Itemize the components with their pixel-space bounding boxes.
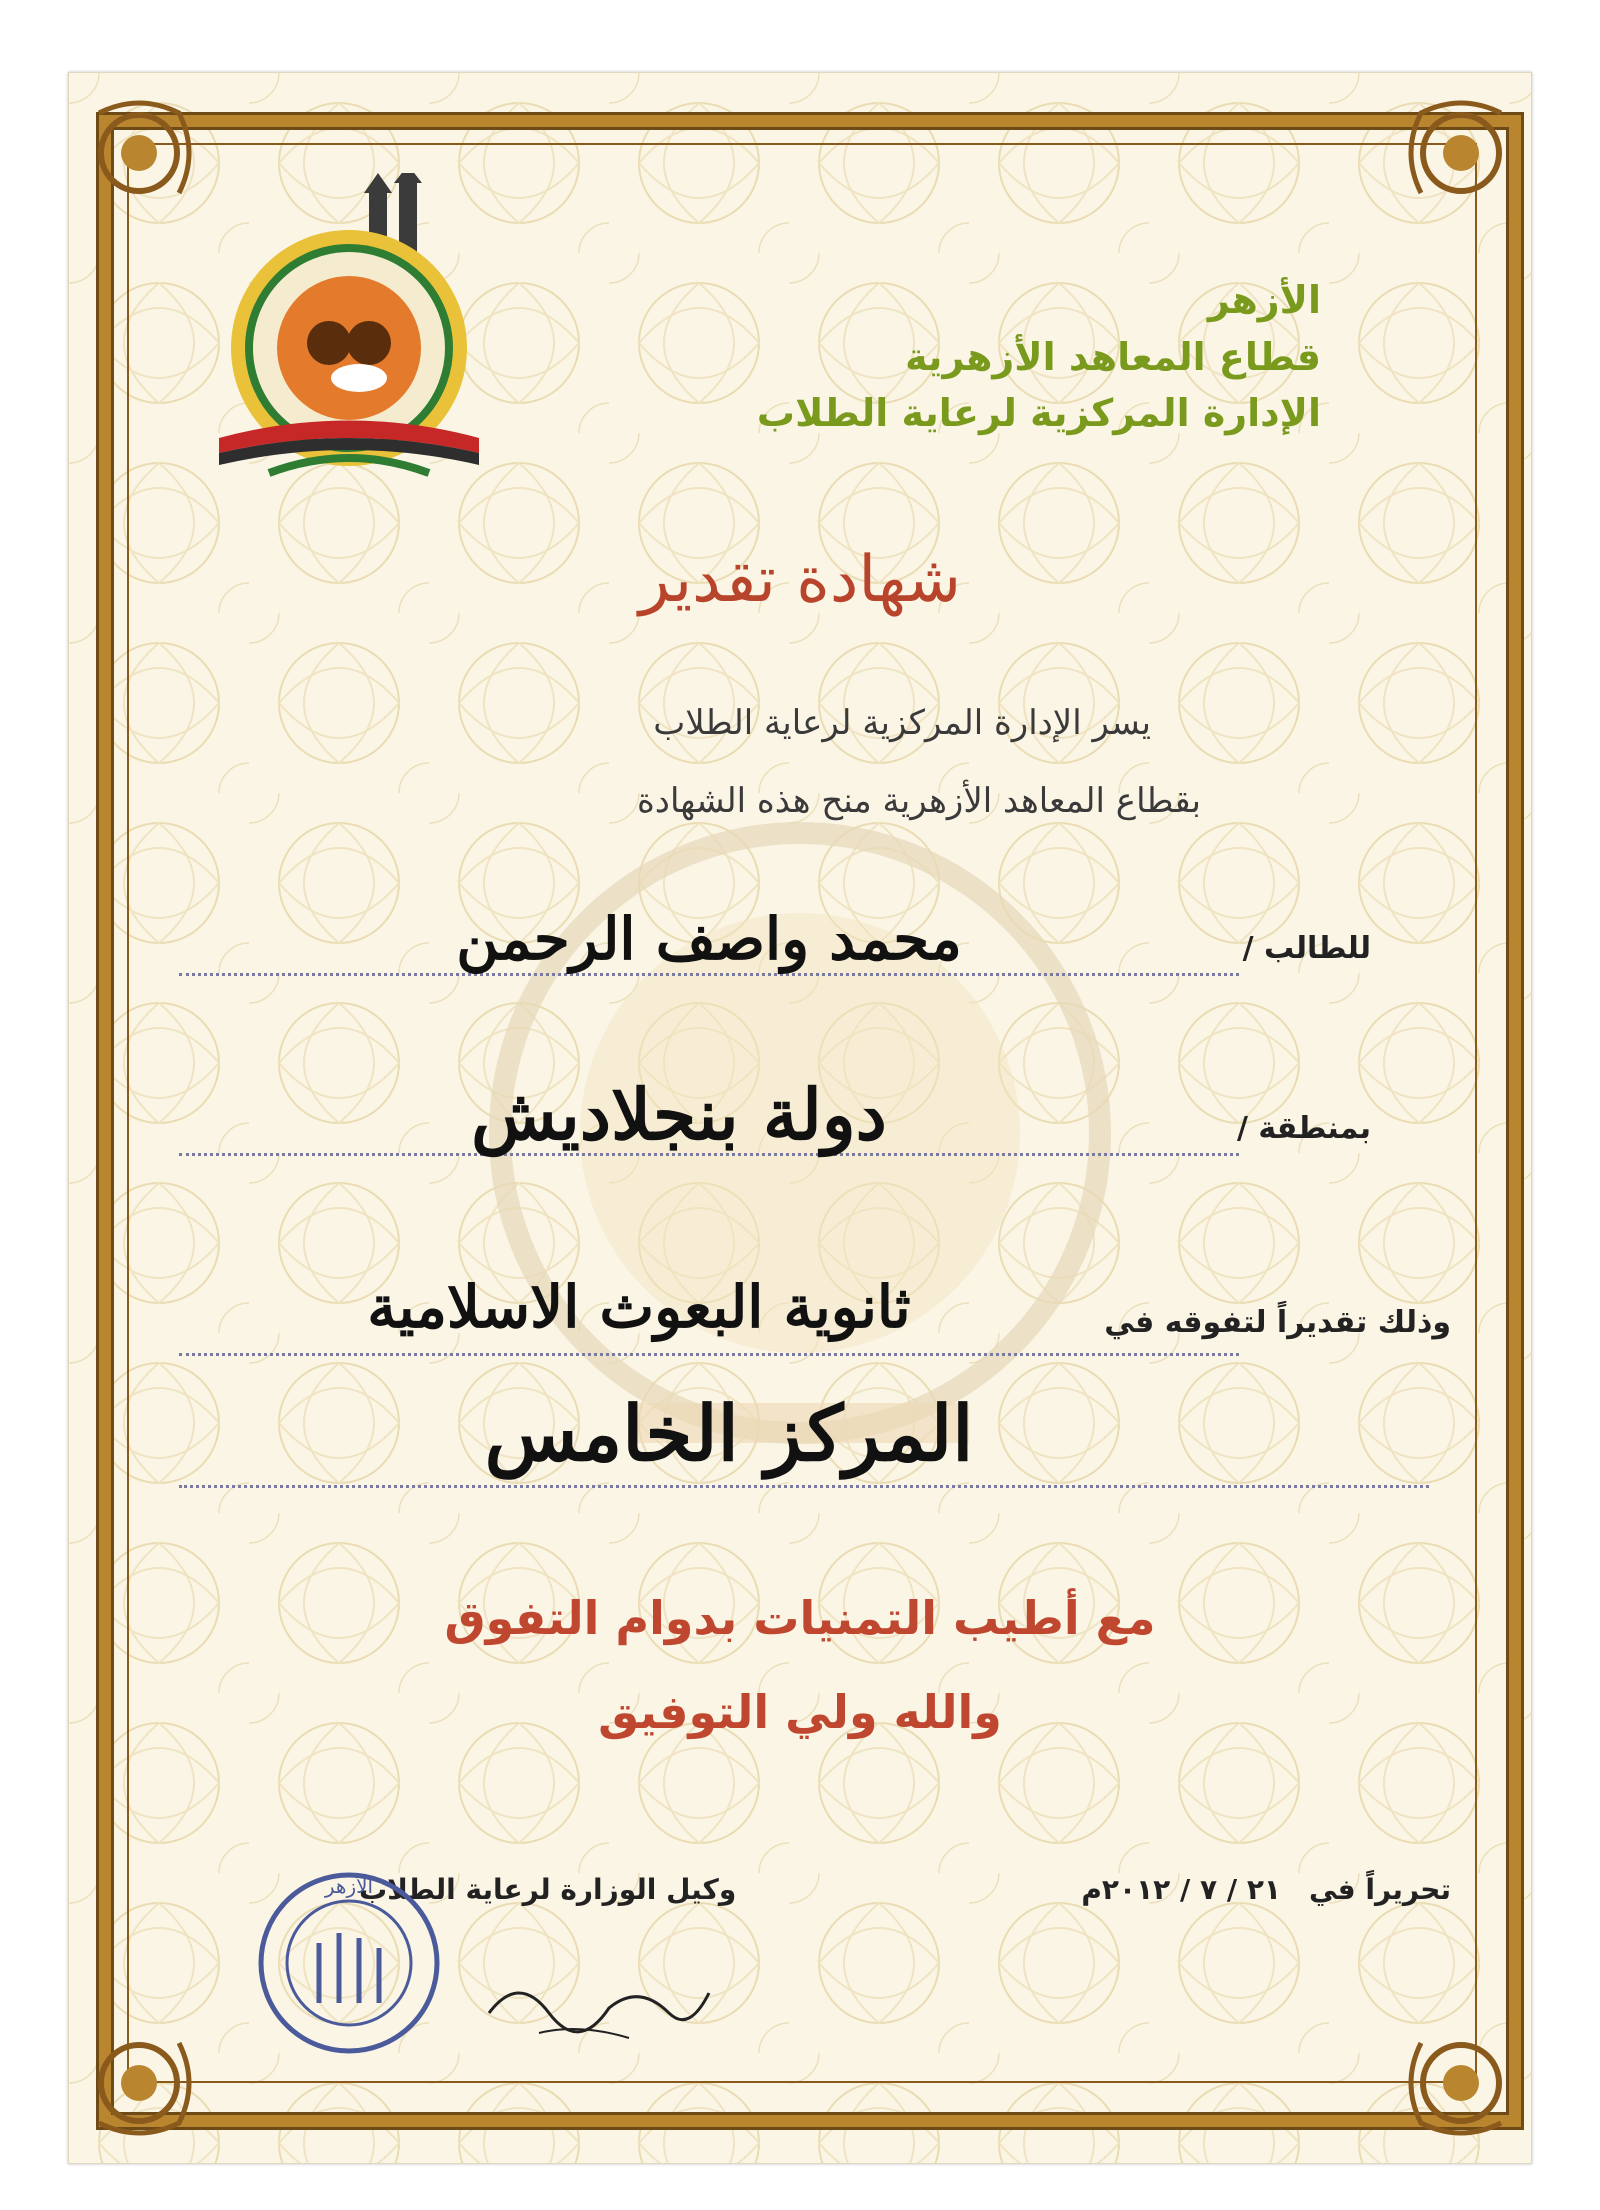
corner-ornament-icon	[79, 1993, 229, 2143]
signature	[479, 1953, 719, 2053]
excellence-value: ثانوية البعوث الاسلامية	[367, 1273, 911, 1341]
intro-line-1: يسر الإدارة المركزية لرعاية الطلاب	[653, 703, 1151, 743]
corner-ornament-icon	[1371, 93, 1521, 243]
corner-ornament-icon	[79, 93, 229, 243]
student-name: محمد واصف الرحمن	[456, 905, 962, 973]
official-stamp	[249, 1863, 449, 2063]
stamp-text: الأزهر	[324, 1874, 374, 1898]
excellence-label: وذلك تقديراً لتفوقه في	[1104, 1305, 1451, 1340]
org-line-azhar: الأزهر	[1207, 278, 1321, 322]
student-label: للطالب /	[1242, 931, 1371, 966]
al-azhar-emblem-icon	[209, 173, 509, 493]
org-line-department: الإدارة المركزية لرعاية الطلاب	[756, 391, 1321, 435]
wish-line-2: والله ولي التوفيق	[598, 1685, 1002, 1739]
wish-line-1: مع أطيب التمنيات بدوام التفوق	[444, 1591, 1156, 1645]
certificate-title: شهادة تقدير	[639, 543, 961, 617]
corner-ornament-icon	[1371, 1993, 1521, 2143]
intro-line-2: بقطاع المعاهد الأزهرية منح هذه الشهادة	[636, 781, 1201, 821]
region-label: بمنطقة /	[1236, 1111, 1371, 1146]
excellence-dotted-line	[179, 1353, 1239, 1356]
rank-dotted-line	[179, 1485, 1429, 1488]
date-label: تحريراً في	[1308, 1873, 1451, 1906]
rank-value: المركز الخامس	[484, 1389, 974, 1478]
certificate-sheet	[68, 72, 1532, 2164]
signatory-title: وكيل الوزارة لرعاية الطلاب	[359, 1873, 737, 1906]
date-value: ٢١ / ٧ / ٢٠١٢م	[1081, 1873, 1281, 1906]
region-value: دولة بنجلاديش	[471, 1073, 887, 1156]
student-dotted-line	[179, 973, 1239, 976]
org-line-sector: قطاع المعاهد الأزهرية	[905, 335, 1321, 379]
